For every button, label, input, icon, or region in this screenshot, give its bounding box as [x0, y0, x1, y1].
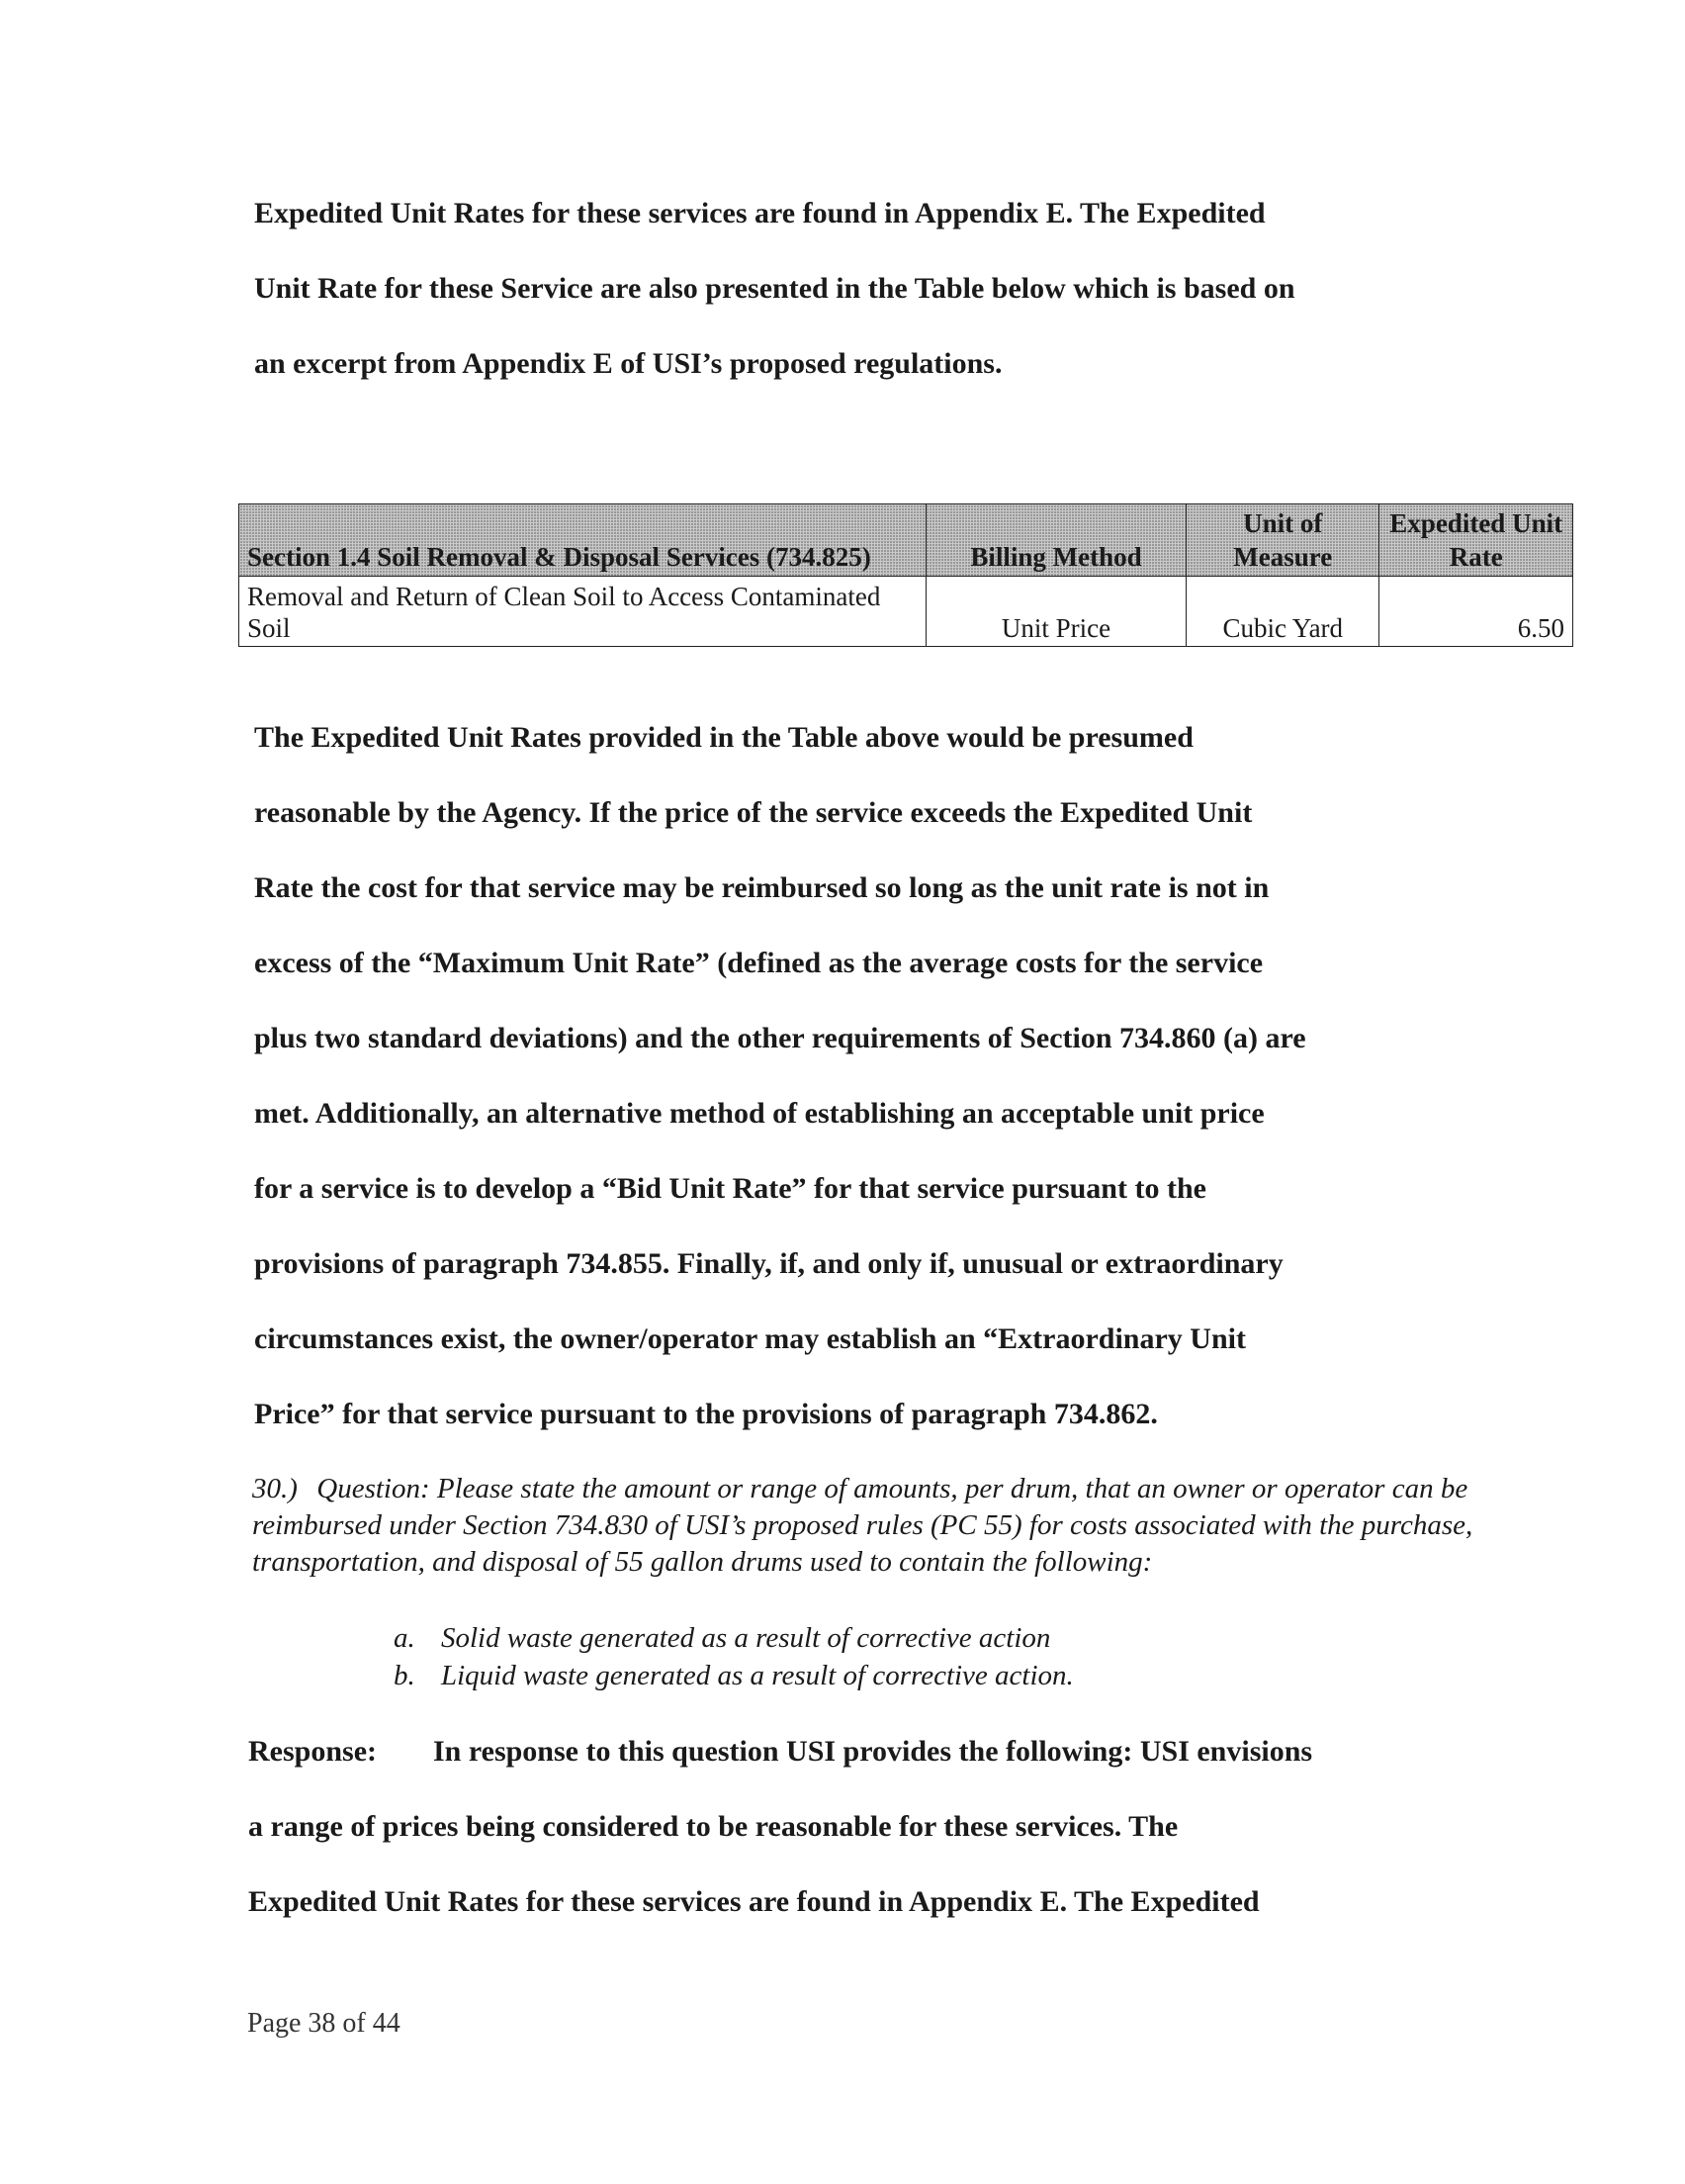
- cell-rate: 6.50: [1379, 577, 1573, 647]
- text-line: Expedited Unit Rates for these services are found in Appendix E. The Expedited: [248, 1885, 1260, 1918]
- list-item: [394, 1619, 1074, 1657]
- text-line: an excerpt from Appendix E of USI’s proposed regulations.: [254, 347, 1003, 380]
- list-marker: a.: [394, 1622, 415, 1654]
- header-billing-method: Billing Method: [926, 504, 1186, 577]
- question-items: [394, 1619, 1074, 1694]
- list-text: Solid waste generated as a result of corrective action: [441, 1622, 1051, 1654]
- text-line: reasonable by the Agency. If the price of the service exceeds the Expedited Unit: [254, 796, 1253, 829]
- text-line: Rate the cost for that service may be reimbursed so long as the unit rate is not in: [254, 871, 1270, 904]
- list-item: [394, 1657, 1074, 1694]
- cell-service: Removal and Return of Clean Soil to Access Contaminated Soil: [239, 577, 927, 647]
- page-number: Page 38 of 44: [247, 2008, 400, 2039]
- explanation-paragraph: [254, 700, 1441, 1452]
- response-label: Response:: [248, 1735, 378, 1768]
- text-line: Expedited Unit Rates for these services are found in Appendix E. The Expedited: [254, 197, 1266, 229]
- response-paragraph: [248, 1714, 1435, 1940]
- response-first-line: In response to this question USI provides the following: USI envisions: [433, 1735, 1313, 1768]
- text-line: provisions of paragraph 734.855. Finally, if, and only if, unusual or extraordinary: [254, 1247, 1284, 1280]
- text-line: [248, 1714, 1435, 1789]
- text-line: for a service is to develop a “Bid Unit Rate” for that service pursuant to the: [254, 1172, 1206, 1205]
- text-line: circumstances exist, the owner/operator may establish an “Extraordinary Unit: [254, 1322, 1246, 1355]
- table-header-row: [239, 504, 1573, 577]
- cell-billing-method: Unit Price: [926, 577, 1186, 647]
- list-text: Liquid waste generated as a result of corrective action.: [441, 1660, 1074, 1691]
- question-text: Question: Please state the amount or range of amounts, per drum, that an owner or operator can be reimbursed under Section 734.830 of USI’s proposed rules (PC 55) for costs associated with the purchase, transportation, and disposal of 55 gallon drums used to contain the following:: [252, 1473, 1473, 1578]
- header-unit-of-measure: Unit of Measure: [1187, 504, 1379, 577]
- text-line: a range of prices being considered to be reasonable for these services. The: [248, 1810, 1179, 1843]
- list-marker: b.: [394, 1660, 415, 1691]
- text-line: met. Additionally, an alternative method of establishing an acceptable unit price: [254, 1097, 1265, 1130]
- intro-paragraph: [254, 176, 1441, 402]
- header-expedited-unit-rate: Expedited Unit Rate: [1379, 504, 1573, 577]
- text-line: plus two standard deviations) and the other requirements of Section 734.860 (a) are: [254, 1022, 1306, 1054]
- text-line: The Expedited Unit Rates provided in the Table above would be presumed: [254, 721, 1194, 754]
- question-number: 30.): [252, 1473, 298, 1504]
- question-block: [252, 1471, 1478, 1581]
- text-line: Unit Rate for these Service are also presented in the Table below which is based on: [254, 272, 1295, 305]
- table-row: [239, 577, 1573, 647]
- rates-table: [238, 503, 1573, 647]
- text-line: excess of the “Maximum Unit Rate” (defined as the average costs for the service: [254, 947, 1264, 979]
- cell-unit-of-measure: Cubic Yard: [1187, 577, 1379, 647]
- text-line: Price” for that service pursuant to the provisions of paragraph 734.862.: [254, 1398, 1158, 1430]
- header-service: Section 1.4 Soil Removal & Disposal Services (734.825): [239, 504, 927, 577]
